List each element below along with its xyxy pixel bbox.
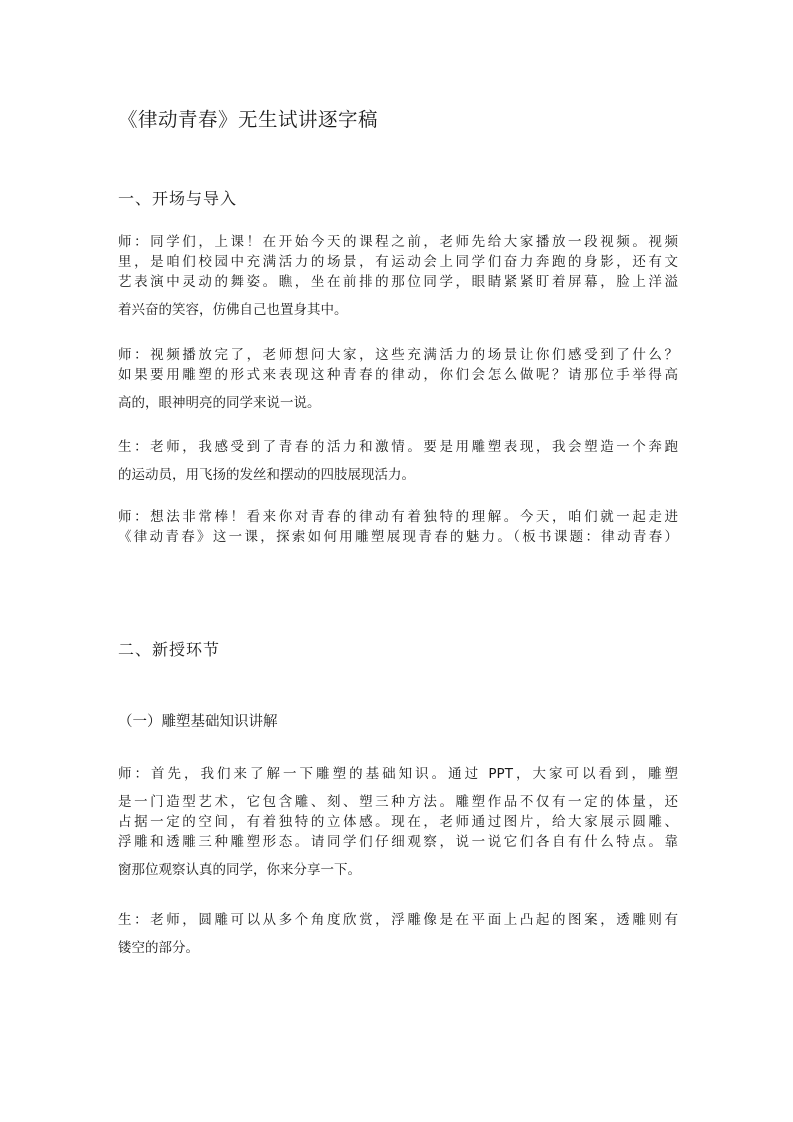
text-line: 的运动员，用飞扬的发丝和摆动的四肢展现活力。 xyxy=(118,467,415,483)
text-line: 艺表演中灵动的舞姿。瞧，坐在前排的那位同学，眼睛紧紧盯着屏幕，脸上洋溢 xyxy=(118,274,678,290)
text-line: 师：视频播放完了，老师想问大家，这些充满活力的场景让你们感受到了什么？ xyxy=(118,347,678,363)
text-line: 师：同学们，上课！在开始今天的课程之前，老师先给大家播放一段视频。视频 xyxy=(118,234,678,250)
text-line: 生：老师，我感受到了青春的活力和激情。要是用雕塑表现，我会塑造一个奔跑 xyxy=(118,439,678,455)
text-line: 浮雕和透雕三种雕塑形态。请同学们仔细观察，说一说它们各自有什么特点。靠 xyxy=(118,834,678,850)
paragraph xyxy=(118,507,678,547)
paragraph xyxy=(118,910,678,958)
paragraph xyxy=(118,345,678,413)
text-line: 《律动青春》这一课，探索如何用雕塑展现青春的魅力。（板书课题：律动青春） xyxy=(118,529,678,545)
text-line: 如果要用雕塑的形式来表现这种青春的律动，你们会怎么做呢？请那位手举得高 xyxy=(118,367,678,383)
text-line: 师：首先，我们来了解一下雕塑的基础知识。通过 PPT，大家可以看到，雕塑 xyxy=(118,766,678,782)
section-heading-new-lesson: 二、新授环节 xyxy=(118,640,221,659)
text-line: 镂空的部分。 xyxy=(118,940,199,956)
text-line: 占据一定的空间，有着独特的立体感。现在，老师通过图片，给大家展示圆雕、 xyxy=(118,814,678,830)
text-line: 窗那位观察认真的同学，你来分享一下。 xyxy=(118,862,361,878)
paragraph xyxy=(118,437,678,485)
text-line: 师：想法非常棒！看来你对青春的律动有着独特的理解。今天，咱们就一起走进 xyxy=(118,509,678,525)
subsection-heading: （一）雕塑基础知识讲解 xyxy=(118,714,278,730)
section-heading-opening: 一、开场与导入 xyxy=(118,189,238,208)
text-line: 高的，眼神明亮的同学来说一说。 xyxy=(118,395,321,411)
paragraph xyxy=(118,764,678,880)
text-line: 生：老师，圆雕可以从多个角度欣赏，浮雕像是在平面上凸起的图案，透雕则有 xyxy=(118,912,678,928)
text-line: 着兴奋的笑容，仿佛自己也置身其中。 xyxy=(118,302,348,318)
page-title: 《律动青春》无生试讲逐字稿 xyxy=(118,108,379,131)
text-line: 是一门造型艺术，它包含雕、刻、塑三种方法。雕塑作品不仅有一定的体量，还 xyxy=(118,794,678,810)
paragraph xyxy=(118,232,678,320)
text-line: 里，是咱们校园中充满活力的场景，有运动会上同学们奋力奔跑的身影，还有文 xyxy=(118,254,678,270)
